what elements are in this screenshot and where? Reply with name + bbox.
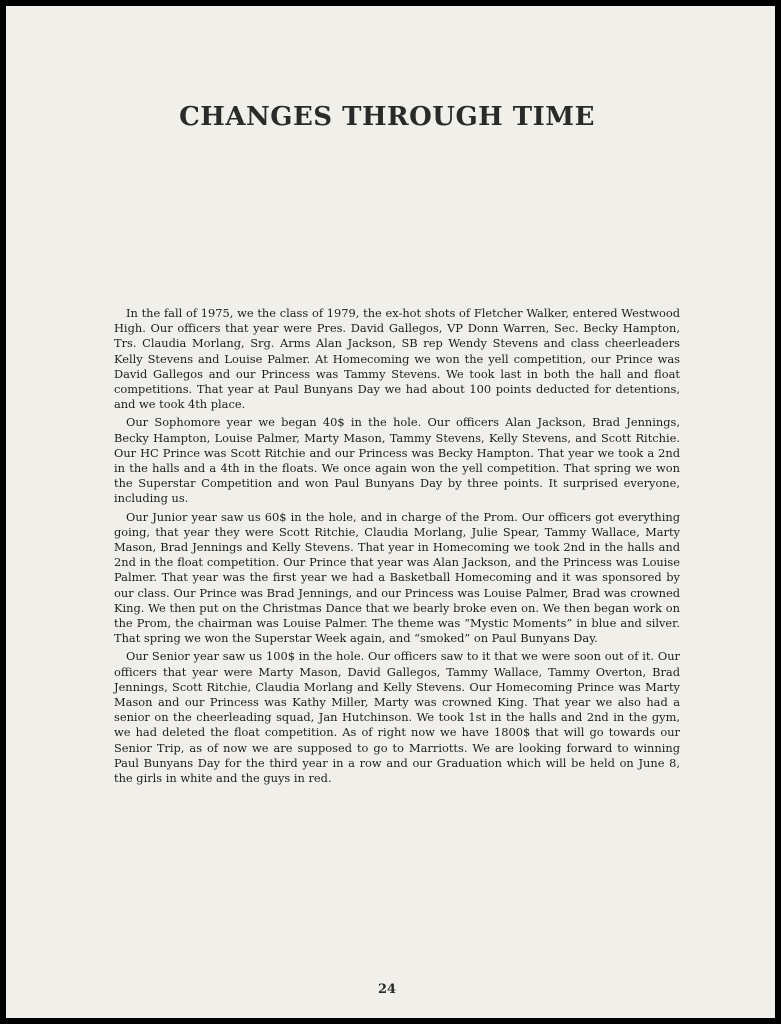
- yearbook-page: [6, 6, 775, 1018]
- paragraph-junior-year: Our Junior year saw us 60$ in the hole, and in charge of the Prom. Our officers got everything going, that year they were Scott Ritchie, Claudia Morlang, Julie Spear, Tammy Wallace, Marty Mason, Brad Jennings and Kelly Stevens. That year in Homecoming we took 2nd in the halls and 2nd in the float competition. Our Prince that year was Alan Jackson, and the Princess was Louise Palmer. That year was the first year we had a Basketball Homecoming and it was sponsored by our class. Our Prince was Brad Jennings, and our Princess was Louise Palmer, Brad was crowned King. We then put on the Christmas Dance that we bearly broke even on. We then began work on the Prom, the chairman was Louise Palmer. The theme was “Mystic Moments” in blue and silver. That spring we won the Superstar Week again, and “smoked” on Paul Bunyans Day.: [114, 509, 680, 646]
- paragraph-sophomore-year: Our Sophomore year we began 40$ in the hole. Our officers Alan Jackson, Brad Jennings, Becky Hampton, Louise Palmer, Marty Mason, Tammy Stevens, Kelly Stevens, and Scott Ritchie. Our HC Prince was Scott Ritchie and our Princess was Becky Hampton. That year we took a 2nd in the halls and a 4th in the floats. We once again won the yell competition. That spring we won the Superstar Competition and won Paul Bunyans Day by three points. It surprised everyone, including us.: [114, 415, 680, 506]
- page-number: 24: [377, 982, 397, 997]
- article-body: [114, 306, 680, 789]
- paragraph-senior-year: Our Senior year saw us 100$ in the hole. Our officers saw to it that we were soon out of it. Our officers that year were Marty Mason, David Gallegos, Tammy Wallace, Tammy Overton, Brad Jennings, Scott Ritchie, Claudia Morlang and Kelly Stevens. Our Homecoming Prince was Marty Mason and our Princess was Kathy Miller, Marty was crowned King. That year we also had a senior on the cheerleading squad, Jan Hutchinson. We took 1st in the halls and 2nd in the gym, we had deleted the float competition. As of right now we have 1800$ that will go towards our Senior Trip, as of now we are supposed to go to Marriotts. We are looking forward to winning Paul Bunyans Day for the third year in a row and our Graduation which will be held on June 8, the girls in white and the guys in red.: [114, 649, 680, 786]
- page-title: CHANGES THROUGH TIME: [179, 102, 595, 132]
- paragraph-freshman-year: In the fall of 1975, we the class of 1979, the ex-hot shots of Fletcher Walker, entered Westwood High. Our officers that year were Pres. David Gallegos, VP Donn Warren, Sec. Becky Hampton, Trs. Claudia Morlang, Srg. Arms Alan Jackson, SB rep Wendy Stevens and class cheerleaders Kelly Stevens and Louise Palmer. At Homecoming we won the yell competition, our Prince was David Gallegos and our Princess was Tammy Stevens. We took last in both the hall and float competitions. That year at Paul Bunyans Day we had about 100 points deducted for detentions, and we took 4th place.: [114, 306, 680, 412]
